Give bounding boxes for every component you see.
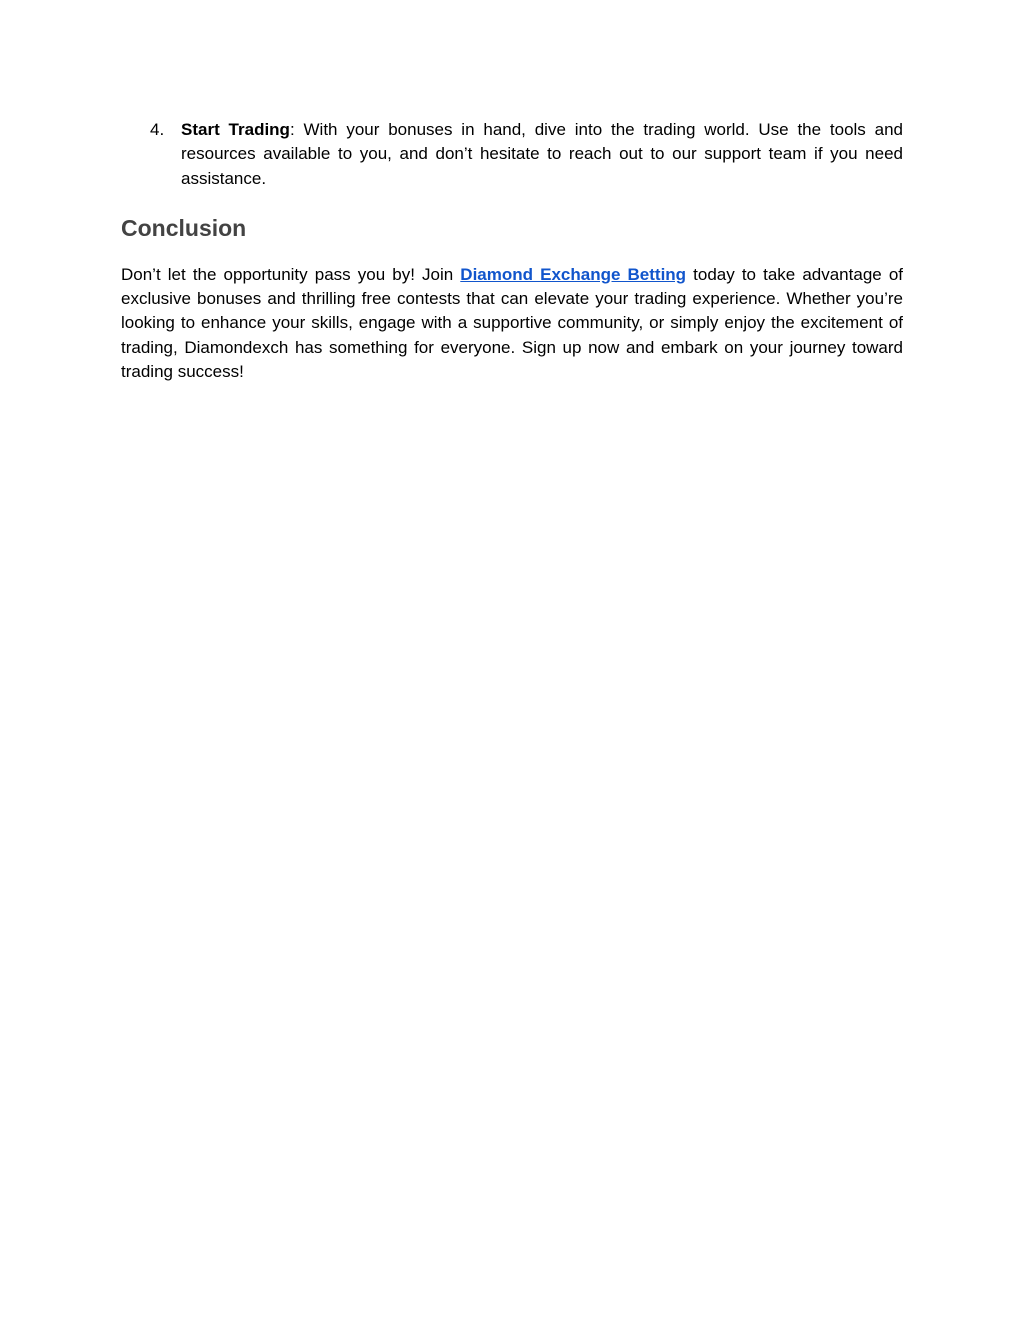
- list-item-title: Start Trading: [181, 120, 290, 139]
- conclusion-text-after-link: today to take advantage of exclusive bonuses and thrilling free contests that can elevate your trading experience. Whether you’re looking to enhance your skills, engage with a supportive community, or simply enjoy the excitement of trading, Diamondexch has something for everyone. Sign up now and embark on your journey toward trading success!: [121, 264, 903, 382]
- list-number: 4.: [150, 120, 165, 139]
- document-page: [121, 118, 903, 401]
- list-item-text: : With your bonuses in hand, dive into the trading world. Use the tools and resources available to you, and don’t hesitate to reach out to our support team if you need assistance.: [181, 120, 903, 188]
- diamond-exchange-betting-link[interactable]: Diamond Exchange Betting: [460, 264, 687, 284]
- list-item-start-trading: [121, 118, 903, 191]
- section-heading-conclusion: Conclusion: [121, 214, 247, 241]
- conclusion-text-before-link: Don’t let the opportunity pass you by! Join: [121, 264, 461, 284]
- conclusion-paragraph: [121, 263, 903, 384]
